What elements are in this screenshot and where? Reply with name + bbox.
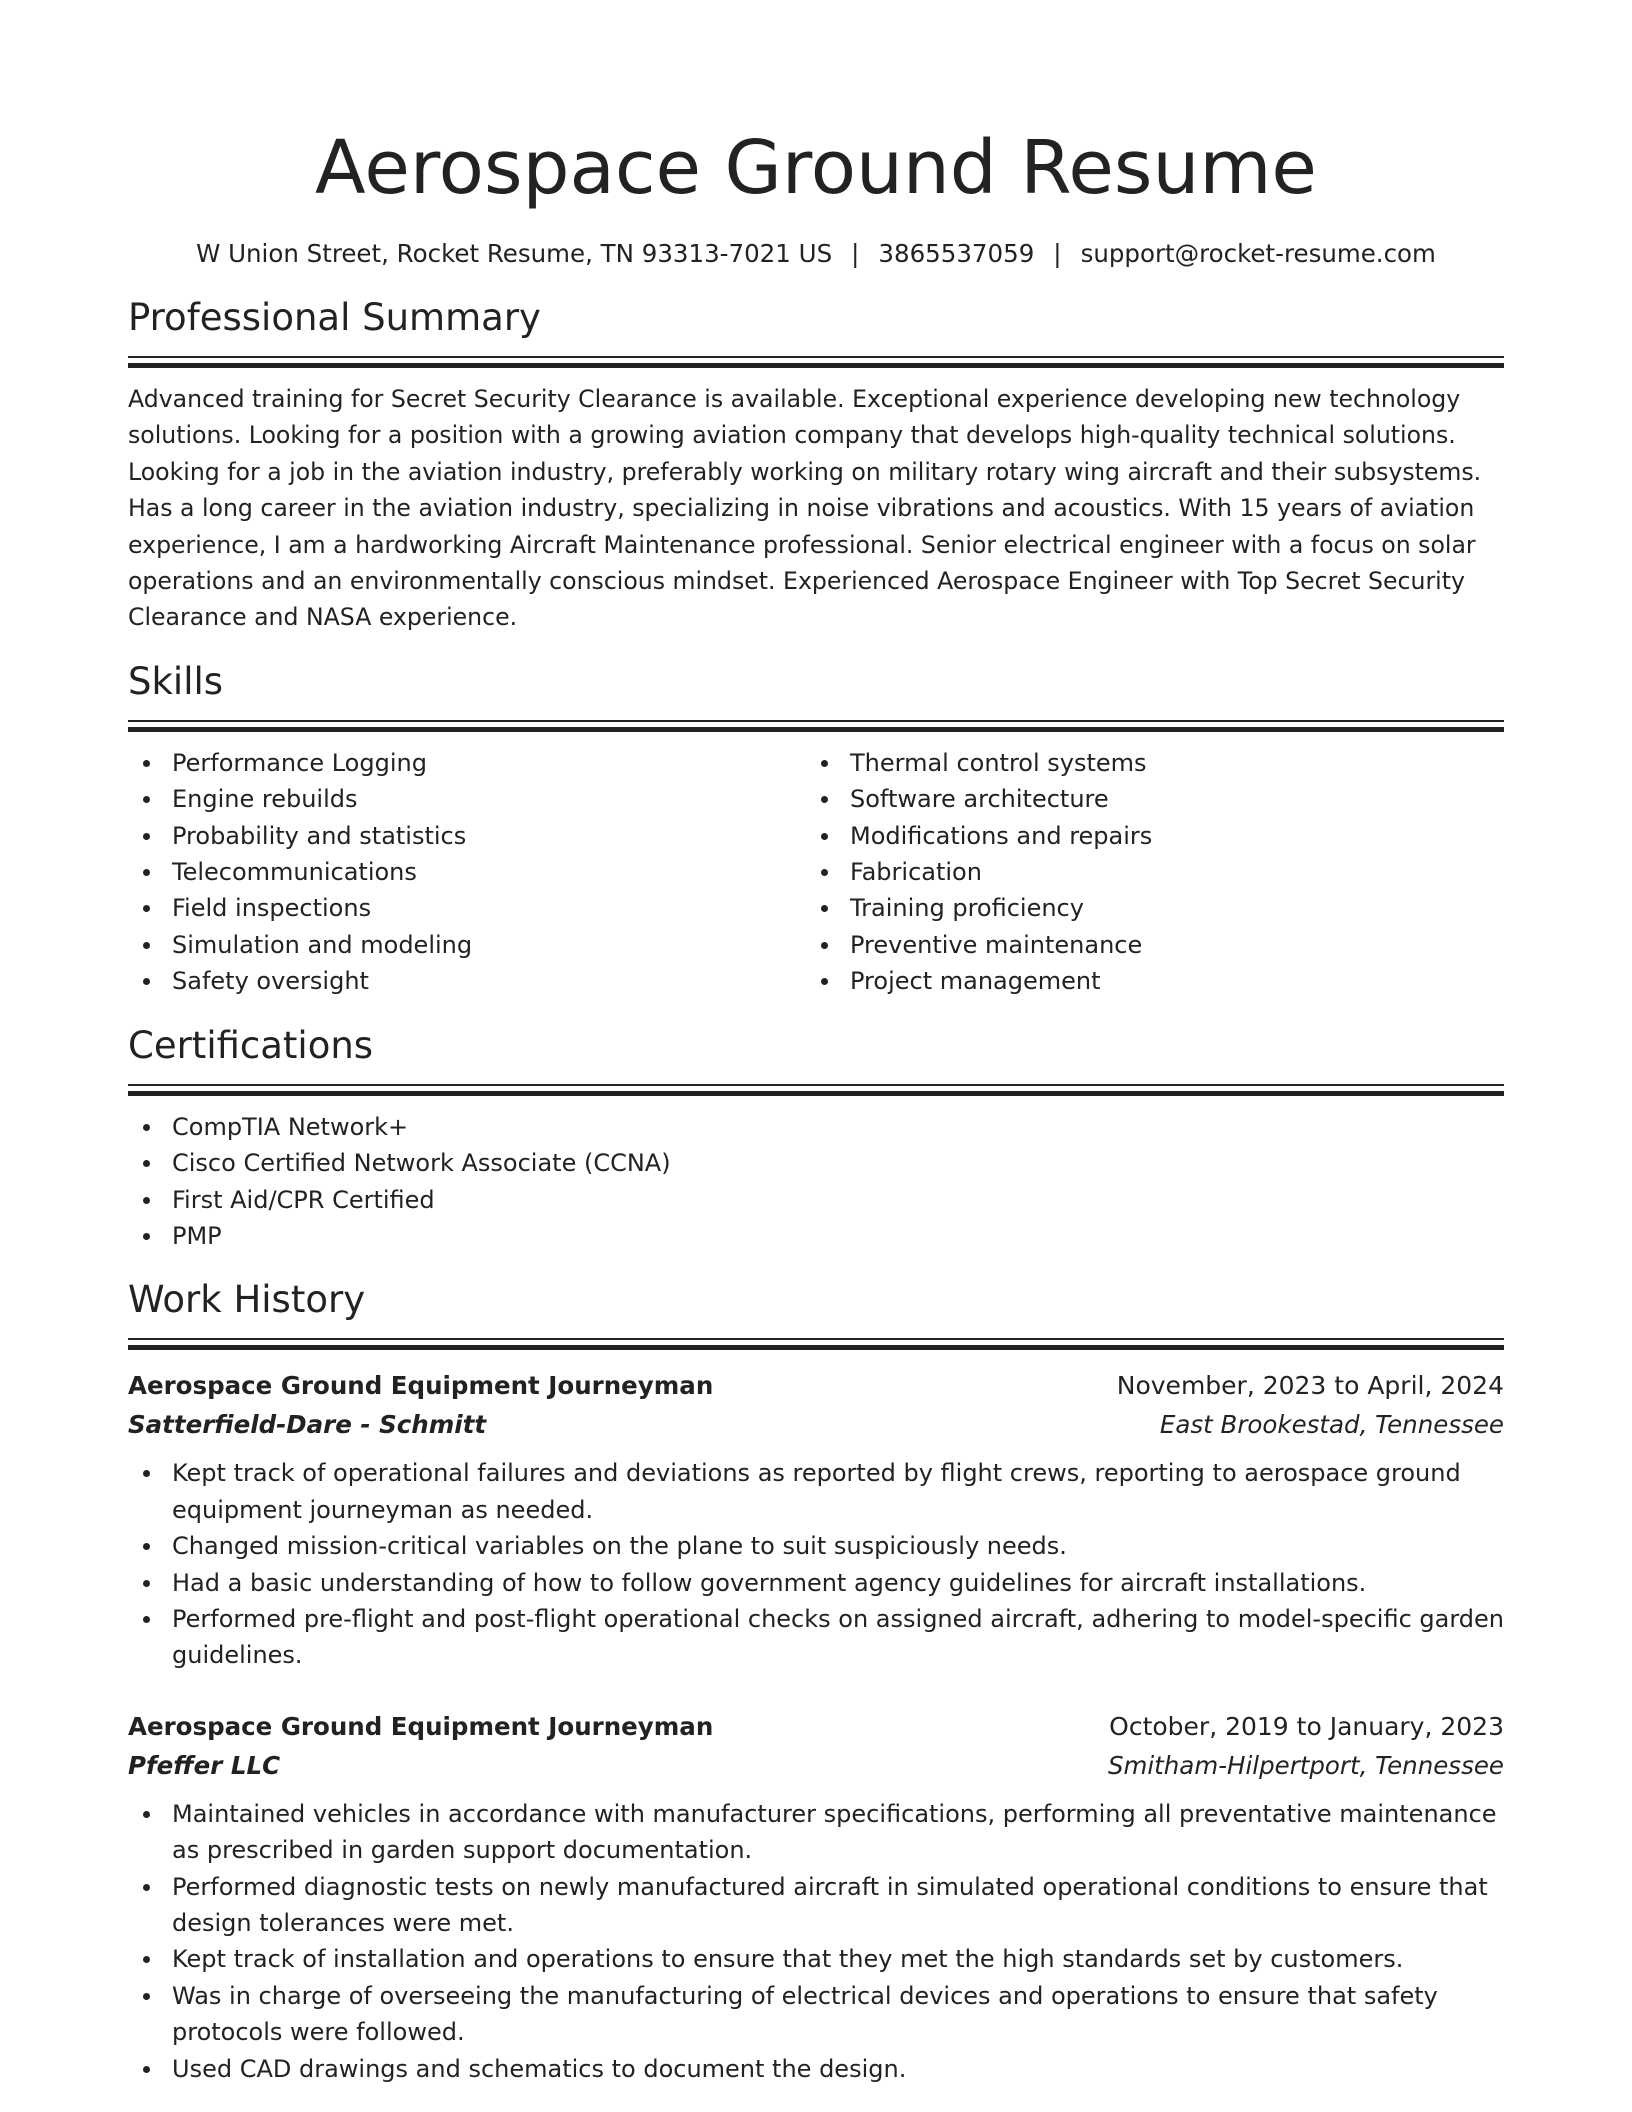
contact-address: W Union Street, Rocket Resume, TN 93313-7021 US	[196, 239, 833, 268]
skill-item: Preventive maintenance	[850, 927, 1484, 963]
job-entry	[128, 1708, 1504, 2087]
skill-item: Engine rebuilds	[172, 781, 806, 817]
skill-item: Training proficiency	[850, 890, 1484, 926]
skills-column-right	[806, 745, 1484, 1000]
job-duties	[128, 1796, 1504, 2087]
certification-item: Cisco Certified Network Associate (CCNA)	[172, 1145, 1504, 1181]
contact-line	[128, 236, 1504, 272]
job-location: East Brookestad, Tennessee	[1159, 1410, 1504, 1440]
work-history-section	[128, 1276, 1504, 2087]
duty-item: Changed mission-critical variables on the plane to suit suspiciously needs.	[172, 1528, 1504, 1564]
skill-item: Performance Logging	[172, 745, 806, 781]
job-header-row	[128, 1367, 1504, 1405]
job-entry	[128, 1367, 1504, 1673]
skills-section	[128, 658, 1504, 1000]
certifications-list	[128, 1109, 1504, 1255]
skill-item: Probability and statistics	[172, 818, 806, 854]
section-divider	[128, 356, 1504, 367]
duty-item: Had a basic understanding of how to follow government agency guidelines for aircraft installations.	[172, 1565, 1504, 1601]
certification-item: First Aid/CPR Certified	[172, 1182, 1504, 1218]
contact-separator: |	[1053, 239, 1062, 268]
skill-item: Safety oversight	[172, 963, 806, 999]
summary-section	[128, 294, 1504, 636]
contact-separator: |	[851, 239, 860, 268]
skills-column-left	[128, 745, 806, 1000]
section-divider	[128, 720, 1504, 731]
skill-item: Simulation and modeling	[172, 927, 806, 963]
job-company: Satterfield-Dare - Schmitt	[128, 1410, 487, 1440]
duty-item: Maintained vehicles in accordance with manufacturer specifications, performing all preventative maintenance as prescribed in garden support documentation.	[172, 1796, 1504, 1869]
skill-item: Modifications and repairs	[850, 818, 1484, 854]
duty-item: Kept track of installation and operations to ensure that they met the high standards set by customers.	[172, 1941, 1504, 1977]
work-history-heading: Work History	[128, 1278, 366, 1322]
job-company-row	[128, 1746, 1504, 1786]
duty-item: Performed pre-flight and post-flight operational checks on assigned aircraft, adhering to model-specific garden guidelines.	[172, 1601, 1504, 1674]
skill-item: Field inspections	[172, 890, 806, 926]
skill-item: Telecommunications	[172, 854, 806, 890]
job-dates: November, 2023 to April, 2024	[1116, 1371, 1504, 1401]
skills-grid	[128, 745, 1504, 1000]
certifications-section	[128, 1022, 1504, 1255]
skills-heading: Skills	[128, 659, 224, 703]
skill-item: Software architecture	[850, 781, 1484, 817]
duty-item: Performed diagnostic tests on newly manufactured aircraft in simulated operational conditions to ensure that design tolerances were met.	[172, 1869, 1504, 1942]
resume-page	[128, 118, 1504, 2087]
skill-item: Fabrication	[850, 854, 1484, 890]
summary-heading: Professional Summary	[128, 296, 541, 339]
duty-item: Kept track of operational failures and deviations as reported by flight crews, reporting to aerospace ground equipment journeyman as needed.	[172, 1455, 1504, 1528]
job-company-row	[128, 1405, 1504, 1445]
job-location: Smitham-Hilpertport, Tennessee	[1107, 1750, 1504, 1780]
job-header-row	[128, 1708, 1504, 1746]
job-title: Aerospace Ground Equipment Journeyman	[128, 1711, 714, 1741]
certification-item: CompTIA Network+	[172, 1109, 1504, 1145]
job-dates: October, 2019 to January, 2023	[1109, 1711, 1504, 1741]
section-divider	[128, 1084, 1504, 1095]
skill-item: Thermal control systems	[850, 745, 1484, 781]
duty-item: Was in charge of overseeing the manufacturing of electrical devices and operations to ensure that safety protocols were followed.	[172, 1978, 1504, 2051]
certification-item: PMP	[172, 1218, 1504, 1254]
job-duties	[128, 1455, 1504, 1673]
skill-item: Project management	[850, 963, 1484, 999]
duty-item: Used CAD drawings and schematics to document the design.	[172, 2051, 1504, 2087]
contact-phone: 3865537059	[878, 239, 1035, 268]
resume-title: Aerospace Ground Resume	[315, 125, 1317, 211]
section-divider	[128, 1338, 1504, 1349]
job-company: Pfeffer LLC	[128, 1750, 281, 1780]
contact-email: support@rocket-resume.com	[1080, 239, 1436, 268]
job-title: Aerospace Ground Equipment Journeyman	[128, 1371, 714, 1401]
summary-text: Advanced training for Secret Security Clearance is available. Exceptional experience developing new technology solutions. Looking for a position with a growing aviation company that develops high-quality technical solutions. Looking for a job in the aviation industry, preferably working on military rotary wing aircraft and their subsystems. Has a long career in the aviation industry, specializing in noise vibrations and acoustics. With 15 years of aviation experience, I am a hardworking Aircraft Maintenance professional. Senior electrical engineer with a focus on solar operations and an environmentally conscious mindset. Experienced Aerospace Engineer with Top Secret Security Clearance and NASA experience.	[128, 385, 1482, 632]
certifications-heading: Certifications	[128, 1023, 374, 1067]
